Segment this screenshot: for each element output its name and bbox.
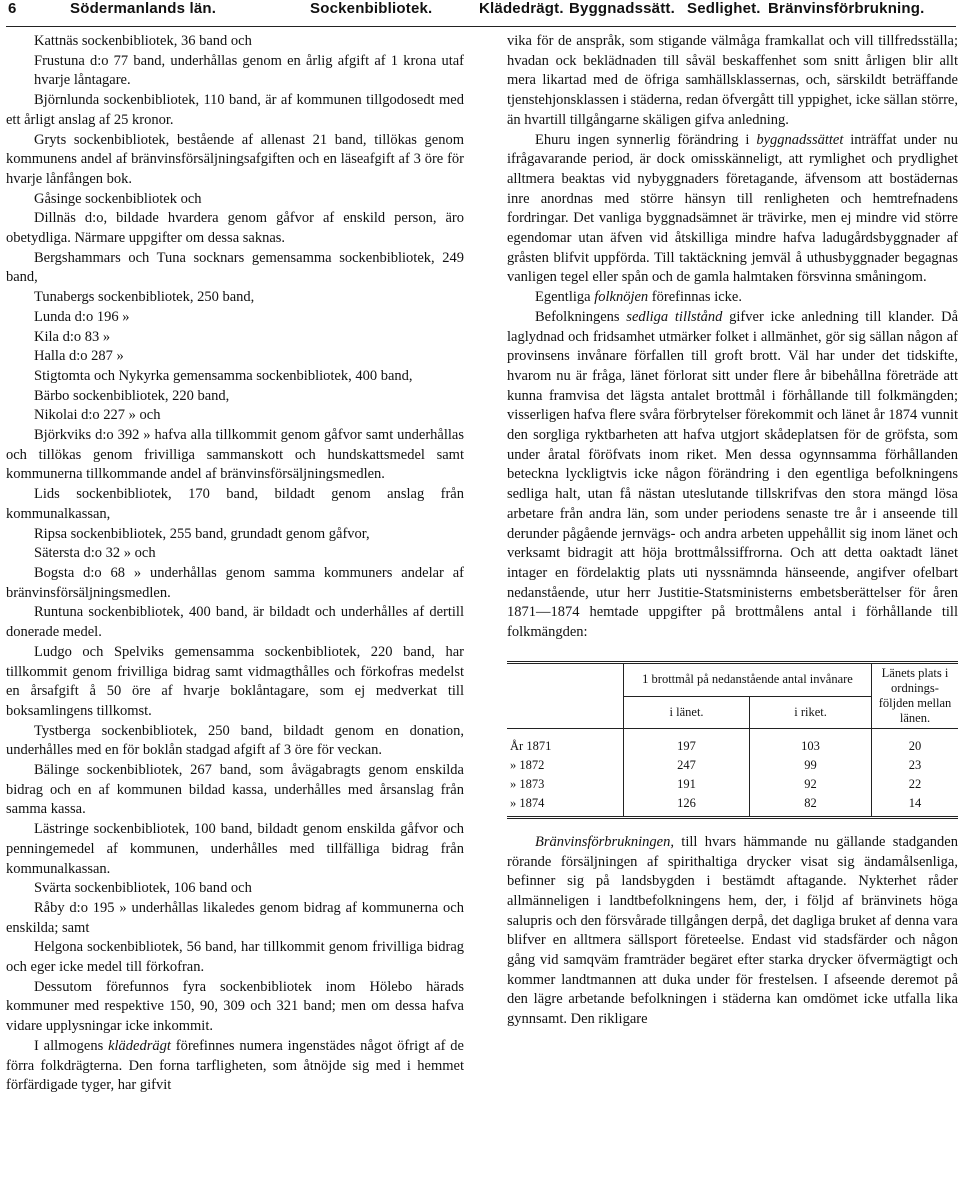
paragraph: Sätersta d:o 32 » och	[34, 545, 156, 562]
table-header-group: 1 brottmål på nedanstående antal invånare	[624, 662, 872, 696]
paragraph	[507, 288, 958, 308]
paragraph: Ludgo och Spelviks gemensamma sockenbibliotek, 220 band, har tillkommit genom frivilliga bidrag samt vidmagthålles och förkofras medelst en årsafgift å 50 öre af hvarje boklåntagare, som ej medverkat till boksamlingens tillkomst.	[6, 643, 464, 719]
paragraph: Bergshammars och Tuna socknars gemensamma sockenbibliotek, 249 band,	[6, 249, 464, 286]
text-run: Befolkningens	[535, 308, 620, 325]
paragraph: Helgona sockenbibliotek, 56 band, har tillkommit genom frivilliga bidrag och eger icke medel till förkofran.	[6, 939, 464, 976]
cell-riket: 82	[750, 794, 872, 818]
italic-term: klädedrägt	[108, 1037, 171, 1054]
italic-term: byggnadssättet	[756, 131, 844, 148]
right-column	[507, 32, 958, 1030]
page-header	[0, 0, 960, 26]
header-rule	[6, 26, 956, 27]
cell-riket: 103	[750, 728, 872, 756]
paragraph: Halla d:o 287 »	[34, 348, 124, 365]
italic-term: Bränvinsförbrukningen,	[535, 833, 674, 850]
paragraph: Frustuna d:o 77 band, underhållas genom en årlig afgift af 1 krona utaf hvarje låntagare.	[34, 52, 464, 89]
paragraph: vika för de anspråk, som stigande välmåga framkallat och vill tillfredsställa; hvadan ock beklädnaden till såväl beskaffenhet som snitt årligen blir allt mera likartad med de öfriga samhällsklassernas, och, särskildt beträffande tjenstehjonsklassen i städerna, redan öfvergått till yppighet, icke sällan större, än hvartill tillgångarne skäligen gifva anledning.	[507, 33, 958, 128]
left-column	[6, 32, 464, 1096]
row-label: » 1872	[510, 757, 545, 772]
text-run: Egentliga	[535, 289, 591, 306]
paragraph: Lästringe sockenbibliotek, 100 band, bildadt genom enskilda gåfvor och penningemedel af kommunen, underhålles med tillfälliga bidrag från kommunalkassan.	[6, 821, 464, 877]
paragraph: Björkviks d:o 392 » hafva alla tillkommit genom gåfvor samt underhållas och tillökas genom frivilliga sammanskott och hundskattsmedel samt kommunerna tillkommande andel af bränvinsförsäljningsmedlen.	[6, 427, 464, 483]
italic-term: folknöjen	[594, 289, 649, 306]
paragraph: Råby d:o 195 » underhållas likaledes genom bidrag af kommunerna och enskilda; samt	[6, 899, 464, 936]
paragraph: Gryts sockenbibliotek, bestående af allenast 21 band, tillökas genom kommunens andel af bränvinsförsäljningsafgiften och en läseafgift af 3 öre för hvarje lånfången bok.	[6, 131, 464, 187]
paragraph: Dillnäs d:o, bildade hvardera genom gåfvor af enskild person, äro obetydliga. Närmare uppgifter om dessa saknas.	[6, 210, 464, 247]
italic-term: sedliga tillstånd	[626, 308, 723, 325]
paragraph	[6, 1037, 464, 1096]
paragraph: Bälinge sockenbibliotek, 267 band, som åvägabragts genom enskilda bidrag och en af kommunen bildad kassa, underhålles med årsanslag från samma kassa.	[6, 762, 464, 818]
table-row	[507, 756, 958, 775]
section-kladedragt: Klädedrägt.	[479, 0, 564, 17]
paragraph: Gåsinge sockenbibliotek och	[34, 190, 202, 207]
crime-statistics-table	[507, 661, 958, 819]
cell-lan: 126	[624, 794, 750, 818]
table-corner	[507, 662, 624, 728]
paragraph: Dessutom förefunnos fyra sockenbibliotek inom Hölebo härads kommuner med respektive 150, 90, 309 och 321 band; men om dessa hafva vidare upplysningar icke inkommit.	[6, 978, 464, 1035]
page-number: 6	[8, 0, 17, 17]
text-run: I allmogens	[34, 1037, 104, 1054]
cell-plats: 20	[872, 728, 959, 756]
paragraph: Tunabergs sockenbibliotek, 250 band,	[34, 289, 255, 306]
text-run: förefinnes numera ingenstädes något öfrigt af de förra folkdrägterna. Den forna tarfligheten, som åtnöjde sig med i hemmet förfärdigade tyger, har gifvit	[6, 1037, 464, 1094]
paragraph	[507, 308, 958, 643]
row-label: » 1874	[510, 795, 545, 810]
table-row	[507, 728, 958, 756]
text-run: gifver icke anledning till klander. Då laglydnad och fridsamhet utmärker folket i allmänhet, gör sig sällan någon af provinsens invånare förfallen till groft brott. Väl har under det tidskifte, hvarom nu är fråga, länet förlorat sitt under flere år bibehållna företräde att kunna framvisa det lägsta antalet brottmål i förhållande till folkmängden; visserligen hafva flere svåra förbrytelser förekommit och länet år 1874 vunnit den sorgliga ryktbarheten att hafva utgjort skådeplatsen för de gröfsta, som under åratal föröfvats inom riket. Men dessa ogynnsamma förhållanden beteckna lyckligtvis icke någon förändring i den egentliga befolkningens sedliga halt, utan få nästan uteslutande tillskrifvas den stora mängd lösa arbetare från andra län, som under periodens senaste tre år i anseende till derunder pågående jernvägs- och andra arbeten uppehållit sig inom länet och verksamt bidragit att höja brottmålssiffrorna. Och att detta oaktadt länet intager en fördelaktig plats uti nyssnämnda hänseende, angifver ofelbart nedanstående, utur herr Justitie-Statsministerns embetsberättelser för åren 1871—1874 hemtade uppgifter på brottmålens antal i förhållande till folkmängden:	[507, 308, 959, 641]
paragraph: Ripsa sockenbibliotek, 255 band, grundadt genom gåfvor,	[34, 525, 370, 542]
cell-lan: 191	[624, 775, 750, 794]
text-run: inträffat under nu ifrågavarande period, är dock omisskänneligt, att rymlighet och prydlighet alltmera beaktas vid nybyggnaders företagande, äfvensom att bostädernas inre anordnas med större hänsyn till renligheten och hemtrefnadens fordringar. Det vanliga byggnadsämnet är trävirke, men ej mindre vid större egendomar utan äfven vid åtskilliga mindre hafva ladugårdsbyggnader af gråsten blifvit uppförda. Till taktäckning jemväl å uthusbyggnader begagnas vanligen tegel eller spån och de gamla halmtaken försvinna småningom.	[507, 131, 959, 286]
row-label: År 1871	[510, 738, 552, 753]
cell-riket: 92	[750, 775, 872, 794]
section-branvinsforbrukning: Bränvinsförbrukning.	[768, 0, 925, 17]
paragraph: Kattnäs sockenbibliotek, 36 band och	[34, 33, 252, 49]
text-run: Ehuru ingen synnerlig förändring i	[535, 131, 750, 148]
cell-plats: 23	[872, 756, 959, 775]
paragraph: Bogsta d:o 68 » underhållas genom samma kommuners andelar af bränvinsförsäljningsmedlen.	[6, 564, 464, 601]
section-byggnadssatt: Byggnadssätt.	[569, 0, 675, 17]
paragraph: Lunda d:o 196 »	[34, 308, 130, 325]
section-sedlighet: Sedlighet.	[687, 0, 761, 17]
paragraph: Stigtomta och Nykyrka gemensamma sockenbibliotek, 400 band,	[34, 367, 413, 384]
paragraph: Bärbo sockenbibliotek, 220 band,	[34, 387, 230, 404]
paragraph: Nikolai d:o 227 » och	[34, 407, 161, 424]
section-sockenbibliotek: Sockenbibliotek.	[310, 0, 433, 17]
table-row	[507, 775, 958, 794]
page-title: Södermanlands län.	[70, 0, 217, 17]
paragraph: Svärta sockenbibliotek, 106 band och	[34, 880, 252, 897]
cell-lan: 197	[624, 728, 750, 756]
cell-plats: 14	[872, 794, 959, 818]
paragraph: Björnlunda sockenbibliotek, 110 band, är af kommunen tillgodosedt med ett årligt anslag af 25 kronor.	[6, 92, 464, 128]
table-header-lan: i länet.	[624, 696, 750, 728]
paragraph: Kila d:o 83 »	[34, 328, 111, 345]
paragraph	[507, 131, 958, 289]
text-run: till hvars hämmande nu gällande stadganden rörande försäljningen af spirithaltiga drycker visat sig ändamålsenliga, befinner sig på landsbygden i bestämdt aftagande. Nykterhet råder allmänneligen i landtbefolkningens hem, der, i följd af bränvinets höga salupris och den försvårade tillgången derpå, det dagliga bruket af denna vara blifver en alltmera sällsport företeelse. Endast vid stadsfärder och någon gång vid samqväm framträder begäret efter starka drycker öfvermägtigt och kommer landtmannen att duka under för frestelsen. I afseende deremot på den lägre arbetande befolkningen i städerna kan omdömet icke utfalla lika gynnsamt. Den rikligare	[507, 833, 958, 1028]
paragraph: Lids sockenbibliotek, 170 band, bildadt genom anslag från kommunalkassan,	[6, 486, 464, 522]
row-label: » 1873	[510, 776, 545, 791]
paragraph: Tystberga sockenbibliotek, 250 band, bildadt genom en donation, underhålles med en för boklån stadgad afgift af 3 öre för veckan.	[6, 722, 464, 759]
table-header-riket: i riket.	[750, 696, 872, 728]
text-run: förefinnas icke.	[651, 289, 742, 306]
table-header-row	[507, 662, 958, 696]
paragraph	[507, 833, 958, 1030]
cell-plats: 22	[872, 775, 959, 794]
table-header-rank: Länets plats i ordnings-följden mellan länen.	[872, 662, 959, 728]
cell-riket: 99	[750, 756, 872, 775]
table-row	[507, 794, 958, 818]
cell-lan: 247	[624, 756, 750, 775]
paragraph: Runtuna sockenbibliotek, 400 band, är bildadt och underhålles af dertill donerade medel.	[6, 604, 464, 641]
